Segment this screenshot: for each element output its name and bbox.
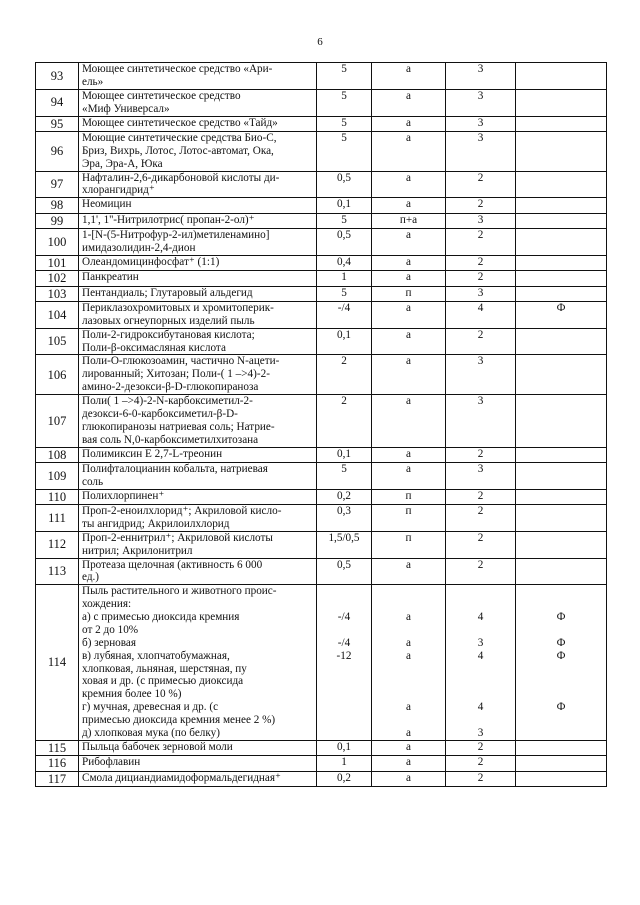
substance-name: Моющее синтетическое средство «Ари- ель»: [79, 63, 317, 90]
hazard-class: 2: [446, 771, 516, 786]
substance-name: Полифталоцианин кобальта, натриевая соль: [79, 462, 317, 489]
table-row: [36, 255, 607, 270]
row-number: 115: [36, 740, 79, 755]
sub-item-line: д) хлопковая мука (по белку): [82, 726, 220, 739]
substance-name: Смола дициандиамидоформальдегидная⁺: [79, 771, 317, 786]
mac-value: 5: [317, 213, 372, 228]
hazard-class: 2: [446, 558, 516, 585]
effect-note: [516, 171, 607, 198]
aggregate-state: а: [372, 301, 446, 328]
table-row: [36, 229, 607, 256]
effect-note: Ф Ф Ф Ф: [516, 585, 607, 741]
substance-name: Моющее синтетическое средство «Миф Универсал»: [79, 89, 317, 116]
row-number: 94: [36, 89, 79, 116]
effect-note: [516, 505, 607, 532]
hazard-class: 3: [446, 213, 516, 228]
sub-item-line: от 2 до 10%: [82, 623, 139, 636]
substance-name: Поли( 1 –>4)-2-N-карбоксиметил-2- дезокси-6-0-карбоксиметил-β-D- глюкопиранозы натриевая соль; Натрие- вая соль N,0-карбоксиметилхитозана: [79, 395, 317, 448]
aggregate-state: а: [372, 328, 446, 355]
aggregate-state: а: [372, 740, 446, 755]
table-row: [36, 286, 607, 301]
row-number: 102: [36, 271, 79, 286]
mac-value: 1,5/0,5: [317, 531, 372, 558]
effect-note: [516, 116, 607, 131]
substance-name: 1-[N-(5-Нитрофур-2-ил)метиленамино] имидазолидин-2,4-дион: [79, 229, 317, 256]
hazard-class: 3: [446, 89, 516, 116]
hazard-class: 3: [446, 355, 516, 395]
row-number: 103: [36, 286, 79, 301]
row-number: 105: [36, 328, 79, 355]
mac-value: 1: [317, 271, 372, 286]
effect-note: [516, 771, 607, 786]
mac-value: 5: [317, 462, 372, 489]
table-row: [36, 198, 607, 213]
table-row: [36, 489, 607, 504]
table-row: [36, 531, 607, 558]
row-number: 111: [36, 505, 79, 532]
substance-name: Пыльца бабочек зерновой моли: [79, 740, 317, 755]
effect-note: [516, 447, 607, 462]
aggregate-state: а: [372, 171, 446, 198]
substance-name: Моющие синтетические средства Био-С, Бриз, Вихрь, Лотос, Лотос-автомат, Ока, Эра, Эра-А, Юка: [79, 131, 317, 171]
aggregate-state: п+а: [372, 213, 446, 228]
effect-note: [516, 558, 607, 585]
effect-note: Ф: [516, 301, 607, 328]
sub-item-line: б) зерновая: [82, 636, 137, 649]
hazard-class: 2: [446, 198, 516, 213]
mac-value: -/4: [317, 301, 372, 328]
substance-name: Периклазохромитовых и хромитоперик- лазовых огнеупорных изделий пыль: [79, 301, 317, 328]
table-row: [36, 585, 607, 741]
substance-name: Панкреатин: [79, 271, 317, 286]
row-number: 110: [36, 489, 79, 504]
effect-note: [516, 489, 607, 504]
aggregate-state: а: [372, 355, 446, 395]
aggregate-state: а: [372, 229, 446, 256]
hazard-class: 2: [446, 531, 516, 558]
effect-note: [516, 213, 607, 228]
row-number: 98: [36, 198, 79, 213]
hazard-class: 3: [446, 286, 516, 301]
table-row: [36, 395, 607, 448]
aggregate-state: п: [372, 286, 446, 301]
mac-value: 0,5: [317, 171, 372, 198]
row-number: 99: [36, 213, 79, 228]
table-row: [36, 301, 607, 328]
effect-note: [516, 355, 607, 395]
aggregate-state: а: [372, 771, 446, 786]
row-number: 109: [36, 462, 79, 489]
aggregate-state: а: [372, 271, 446, 286]
hazard-class: 2: [446, 255, 516, 270]
hazard-class: 2: [446, 756, 516, 771]
row-number: 108: [36, 447, 79, 462]
effect-note: [516, 531, 607, 558]
effect-note: [516, 395, 607, 448]
effect-note: [516, 89, 607, 116]
effect-note: [516, 462, 607, 489]
substance-name: 1,1', 1''-Нитрилотрис( пропан-2-ол)⁺: [79, 213, 317, 228]
row-number: 95: [36, 116, 79, 131]
mac-value: 0,5: [317, 558, 372, 585]
substance-name: Олеандомицинфосфат⁺ (1:1): [79, 255, 317, 270]
aggregate-state: а: [372, 558, 446, 585]
mac-value: 0,1: [317, 740, 372, 755]
row-number: 116: [36, 756, 79, 771]
row-number: 107: [36, 395, 79, 448]
hazard-class: 2: [446, 328, 516, 355]
table-row: [36, 63, 607, 90]
hazard-class: 2: [446, 505, 516, 532]
sub-item-line: а) с примесью диоксида кремния: [82, 611, 240, 623]
sub-item-line: в) лубяная, хлопчатобумажная,: [82, 649, 230, 662]
effect-note: [516, 286, 607, 301]
table-row: [36, 462, 607, 489]
substance-name: Полихлорпинен⁺: [79, 489, 317, 504]
row-number: 112: [36, 531, 79, 558]
hazard-class: 3: [446, 63, 516, 90]
table-row: [36, 756, 607, 771]
mac-value: 2: [317, 355, 372, 395]
row-number: 93: [36, 63, 79, 90]
table-row: [36, 505, 607, 532]
aggregate-state: а: [372, 395, 446, 448]
mac-value: 0,5: [317, 229, 372, 256]
hazard-class: 2: [446, 229, 516, 256]
mac-value: 0,2: [317, 489, 372, 504]
effect-note: [516, 131, 607, 171]
row-number: 106: [36, 355, 79, 395]
substance-table: [35, 62, 607, 787]
aggregate-state: п: [372, 489, 446, 504]
aggregate-state: а: [372, 462, 446, 489]
aggregate-state: а а а а а: [372, 585, 446, 741]
substance-name: Неомицин: [79, 198, 317, 213]
table-row: [36, 447, 607, 462]
mac-value: 2: [317, 395, 372, 448]
aggregate-state: а: [372, 756, 446, 771]
row-number: 114: [36, 585, 79, 741]
table-row: [36, 89, 607, 116]
substance-name: Пыль растительного и животного проис- хождения: а) с примесью диоксида кремния от 2 до 10% б) зерновая в) лубяная, хлопчатобумажная, хлопковая, льняная, шерстяная, пу ховая и др. (с примесью диоксида кремния более 10 %) г) мучная, древесная и др. (с примесью диоксида кремния менее 2 %) д) хлопковая мука (по белку): [79, 585, 317, 741]
mac-value: 5: [317, 63, 372, 90]
sub-item-line: кремния более 10 %): [82, 688, 182, 701]
table-row: [36, 171, 607, 198]
table-row: [36, 558, 607, 585]
row-number: 104: [36, 301, 79, 328]
mac-value: 0,1: [317, 328, 372, 355]
effect-note: [516, 255, 607, 270]
hazard-class: 2: [446, 171, 516, 198]
mac-value: 0,2: [317, 771, 372, 786]
substance-name: Проп-2-еннитрил⁺; Акриловой кислоты нитрил; Акрилонитрил: [79, 531, 317, 558]
effect-note: [516, 271, 607, 286]
substance-name: Пентандиаль; Глутаровый альдегид: [79, 286, 317, 301]
mac-value: 0,4: [317, 255, 372, 270]
substance-name: Поли-О-глюкозоамин, частично N-ацети- лированный; Хитозан; Поли-( 1 –>4)-2- амино-2-дезокси-β-D-глюкопираноза: [79, 355, 317, 395]
substance-name: Протеаза щелочная (активность 6 000 ед.): [79, 558, 317, 585]
aggregate-state: а: [372, 116, 446, 131]
substance-name: Проп-2-еноилхлорид⁺; Акриловой кисло- ты ангидрид; Акрилоилхлорид: [79, 505, 317, 532]
hazard-class: 4: [446, 301, 516, 328]
hazard-class: 4 3 4 4 3: [446, 585, 516, 741]
mac-value: 5: [317, 131, 372, 171]
mac-value: 5: [317, 116, 372, 131]
hazard-class: 3: [446, 116, 516, 131]
hazard-class: 2: [446, 447, 516, 462]
row-number: 101: [36, 255, 79, 270]
effect-note: [516, 740, 607, 755]
aggregate-state: а: [372, 89, 446, 116]
aggregate-state: а: [372, 198, 446, 213]
hazard-class: 2: [446, 489, 516, 504]
aggregate-state: п: [372, 505, 446, 532]
substance-name: Поли-2-гидроксибутановая кислота; Поли-β-оксимасляная кислота: [79, 328, 317, 355]
sub-item-line: примесью диоксида кремния менее 2 %): [82, 714, 276, 726]
table-row: [36, 131, 607, 171]
row-number: 97: [36, 171, 79, 198]
substance-name: Нафталин-2,6-дикарбоновой кислоты ди- хлорангидрид⁺: [79, 171, 317, 198]
mac-value: 1: [317, 756, 372, 771]
mac-value: 0,3: [317, 505, 372, 532]
substance-name: Моющее синтетическое средство «Тайд»: [79, 116, 317, 131]
sub-item-line: г) мучная, древесная и др. (с: [82, 701, 219, 714]
substance-name: Рибофлавин: [79, 756, 317, 771]
row-number: 96: [36, 131, 79, 171]
hazard-class: 3: [446, 462, 516, 489]
table-row: [36, 213, 607, 228]
mac-value: 0,1: [317, 198, 372, 213]
hazard-class: 3: [446, 395, 516, 448]
row-number: 100: [36, 229, 79, 256]
aggregate-state: п: [372, 531, 446, 558]
aggregate-state: а: [372, 63, 446, 90]
mac-value: 0,1: [317, 447, 372, 462]
effect-note: [516, 756, 607, 771]
effect-note: [516, 198, 607, 213]
aggregate-state: а: [372, 131, 446, 171]
table-row: [36, 771, 607, 786]
page-number: 6: [317, 36, 323, 48]
effect-note: [516, 328, 607, 355]
hazard-class: 2: [446, 271, 516, 286]
effect-note: [516, 229, 607, 256]
mac-value: 5: [317, 89, 372, 116]
sub-item-line: ховая и др. (с примесью диоксида: [82, 675, 244, 688]
table-body: [36, 63, 607, 787]
table-row: [36, 328, 607, 355]
row-number: 117: [36, 771, 79, 786]
table-row: [36, 355, 607, 395]
effect-note: [516, 63, 607, 90]
table-row: [36, 740, 607, 755]
table-row: [36, 116, 607, 131]
table-row: [36, 271, 607, 286]
row-number: 113: [36, 558, 79, 585]
hazard-class: 3: [446, 131, 516, 171]
mac-value: -/4 -/4 -12: [317, 585, 372, 741]
sub-item-line: хлопковая, льняная, шерстяная, пу: [82, 662, 247, 675]
substance-name: Полимиксин Е 2,7-L-треонин: [79, 447, 317, 462]
hazard-class: 2: [446, 740, 516, 755]
mac-value: 5: [317, 286, 372, 301]
aggregate-state: а: [372, 255, 446, 270]
aggregate-state: а: [372, 447, 446, 462]
